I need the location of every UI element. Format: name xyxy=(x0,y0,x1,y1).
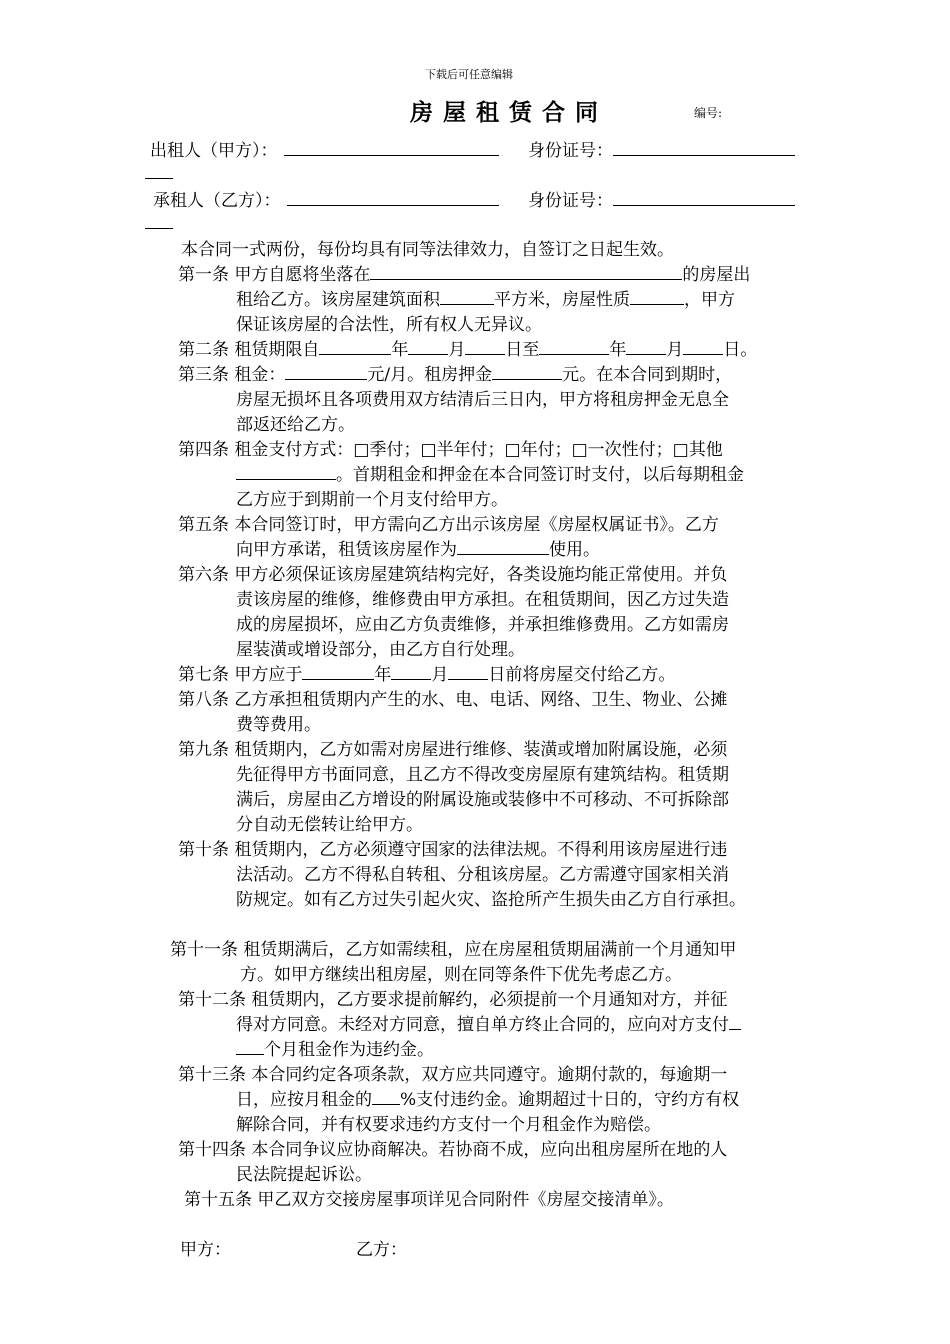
article-13-line-3: 解除合同，并有权要求违约方支付一个月租金作为赔偿。 xyxy=(236,1115,661,1135)
article-1-text: 租给乙方。该房屋建筑面积 xyxy=(236,290,440,310)
article-13-line-1 xyxy=(178,1060,727,1085)
article-10-line-2: 法活动。乙方不得私自转租、分租该房屋。乙方需遵守国家相关消 xyxy=(236,865,729,885)
party-b-signature-label: 乙方： xyxy=(356,1240,407,1260)
article-2-text: 年 xyxy=(609,340,627,360)
penalty-months-field-part[interactable] xyxy=(729,1012,741,1030)
article-13-text: 本合同约定各项条款，双方应共同遵守。逾期付款的，每逾期一 xyxy=(251,1065,728,1085)
article-5-text: 使用。 xyxy=(549,540,600,560)
intro-text: 本合同一式两份，每份均具有同等法律效力，自签订之日起生效。 xyxy=(181,240,674,260)
article-8-head: 第八条 xyxy=(178,690,229,710)
article-12-line-2 xyxy=(236,1010,741,1035)
article-4-head: 第四条 xyxy=(178,440,229,460)
article-11-text: 租赁期满后，乙方如需续租，应在房屋租赁期届满前一个月通知甲 xyxy=(243,940,737,960)
article-6-text: 甲方必须保证该房屋建筑结构完好，各类设施均能正常使用。并负 xyxy=(234,565,728,585)
article-12-text: 得对方同意。未经对方同意，擅自单方终止合同的，应向对方支付 xyxy=(236,1015,729,1035)
article-7-line-1 xyxy=(178,660,675,685)
article-1-text: 的房屋出 xyxy=(682,265,751,285)
article-9-line-2: 先征得甲方书面同意，且乙方不得改变房屋原有建筑结构。租赁期 xyxy=(236,765,729,785)
article-6-line-3: 成的房屋损坏，应由乙方负责维修，并承担维修费用。乙方如需房 xyxy=(236,615,729,635)
lessee-row xyxy=(153,186,499,211)
article-1-text: 平方米，房屋性质 xyxy=(494,290,630,310)
article-14-text: 本合同争议应协商解决。若协商不成，应向出租房屋所在地的人 xyxy=(251,1140,728,1160)
article-1-head: 第一条 xyxy=(178,265,229,285)
article-7-text: 月 xyxy=(431,665,449,685)
article-14-line-2: 民法院提起诉讼。 xyxy=(236,1165,372,1185)
article-15-head: 第十五条 xyxy=(184,1190,252,1210)
article-15-line-1 xyxy=(184,1185,674,1210)
contract-number-label: 编号: xyxy=(694,106,723,120)
article-6-head: 第六条 xyxy=(178,565,229,585)
property-type-field[interactable] xyxy=(630,287,684,305)
article-2-text: 月 xyxy=(448,340,466,360)
lessor-row xyxy=(150,136,499,161)
handover-year-field[interactable] xyxy=(302,662,374,680)
article-1-line-2 xyxy=(236,285,735,310)
lessee-id-row xyxy=(528,186,795,211)
article-7-head: 第七条 xyxy=(178,665,229,685)
article-8-line-2: 费等费用。 xyxy=(236,715,321,735)
article-12-head: 第十二条 xyxy=(178,990,246,1010)
article-3-line-1 xyxy=(178,360,732,385)
lessor-label: 出租人（甲方）： xyxy=(150,141,278,161)
lessor-id-label: 身份证号： xyxy=(528,141,613,161)
article-8-text: 乙方承担租赁期内产生的水、电、电话、网络、卫生、物业、公摊 xyxy=(234,690,728,710)
article-2-text: 日至 xyxy=(505,340,540,360)
article-1-line-1 xyxy=(178,260,750,285)
article-2-line-1 xyxy=(178,335,757,360)
article-11-line-2: 方。如甲方继续出租房屋，则在同等条件下优先考虑乙方。 xyxy=(240,965,682,985)
lessor-id-field-continuation xyxy=(145,178,173,179)
article-14-line-1 xyxy=(178,1135,727,1160)
property-location-field[interactable] xyxy=(370,262,682,280)
article-11-line-1 xyxy=(170,935,736,960)
article-10-line-3: 防规定。如有乙方过失引起火灾、盗抢所产生损失由乙方自行承担。 xyxy=(236,890,746,910)
article-6-line-2: 责该房屋的维修，维修费由甲方承担。在租赁期间，因乙方过失造 xyxy=(236,590,729,610)
article-4-line-1 xyxy=(178,435,723,460)
article-12-line-3 xyxy=(236,1035,434,1060)
article-5-line-2 xyxy=(236,535,600,560)
article-2-head: 第二条 xyxy=(178,340,229,360)
article-5-head: 第五条 xyxy=(178,515,229,535)
article-13-head: 第十三条 xyxy=(178,1065,246,1085)
download-note: 下载后可任意编辑 xyxy=(425,68,513,81)
rent-field[interactable] xyxy=(285,362,367,380)
article-3-text: 元/月。租房押金 xyxy=(367,365,493,385)
end-year-field[interactable] xyxy=(539,337,609,355)
party-a-signature-label: 甲方： xyxy=(180,1240,231,1260)
article-10-line-1 xyxy=(178,835,727,860)
lessor-name-field[interactable] xyxy=(284,138,499,156)
payment-method-options[interactable]: 租金支付方式：□季付；□半年付；□年付；□一次性付；□其他 xyxy=(234,440,723,460)
page-title: 房屋租赁合同 xyxy=(410,100,608,126)
lessee-label: 承租人（乙方）： xyxy=(153,191,281,211)
article-2-text: 年 xyxy=(391,340,409,360)
lessee-id-field[interactable] xyxy=(613,188,795,206)
start-day-field[interactable] xyxy=(465,337,505,355)
article-9-text: 租赁期内，乙方如需对房屋进行维修、装潢或增加附属设施，必须 xyxy=(234,740,728,760)
article-10-text: 租赁期内，乙方必须遵守国家的法律法规。不得利用该房屋进行违 xyxy=(234,840,728,860)
article-8-line-1 xyxy=(178,685,727,710)
article-2-text: 月 xyxy=(666,340,684,360)
article-2-text: 日。 xyxy=(723,340,758,360)
article-12-text: 租赁期内，乙方要求提前解约，必须提前一个月通知对方，并征 xyxy=(251,990,728,1010)
article-4-line-2 xyxy=(236,460,744,485)
article-7-text: 年 xyxy=(374,665,392,685)
late-fee-percent-field[interactable] xyxy=(372,1087,400,1105)
article-9-line-1 xyxy=(178,735,727,760)
article-9-line-4: 分自动无偿转让给甲方。 xyxy=(236,815,423,835)
article-12-line-1 xyxy=(178,985,727,1010)
end-day-field[interactable] xyxy=(683,337,723,355)
lessee-name-field[interactable] xyxy=(287,188,499,206)
article-11-head: 第十一条 xyxy=(170,940,238,960)
handover-month-field[interactable] xyxy=(391,662,431,680)
handover-day-field[interactable] xyxy=(448,662,488,680)
article-2-text: 租赁期限自 xyxy=(234,340,320,360)
article-13-text: %支付违约金。逾期超过十日的，守约方有权 xyxy=(400,1090,740,1110)
article-6-line-1 xyxy=(178,560,727,585)
start-year-field[interactable] xyxy=(319,337,391,355)
article-3-head: 第三条 xyxy=(178,365,229,385)
article-13-text: 日，应按月租金的 xyxy=(236,1090,372,1110)
article-12-text: 个月租金作为违约金。 xyxy=(264,1040,434,1060)
usage-field[interactable] xyxy=(457,537,549,555)
article-6-line-4: 屋装潢或增设部分，由乙方自行处理。 xyxy=(236,640,525,660)
area-field[interactable] xyxy=(440,287,494,305)
other-payment-field[interactable] xyxy=(236,462,336,480)
lessee-id-label: 身份证号： xyxy=(528,191,613,211)
end-month-field[interactable] xyxy=(626,337,666,355)
penalty-months-field[interactable] xyxy=(236,1037,264,1055)
article-7-text: 日前将房屋交付给乙方。 xyxy=(488,665,676,685)
article-1-text: ，甲方 xyxy=(684,290,735,310)
article-10-head: 第十条 xyxy=(178,840,229,860)
lessor-id-field[interactable] xyxy=(613,138,795,156)
start-month-field[interactable] xyxy=(408,337,448,355)
article-15-text: 甲乙双方交接房屋事项详见合同附件《房屋交接清单》。 xyxy=(257,1190,674,1210)
lessor-id-row xyxy=(528,136,795,161)
deposit-field[interactable] xyxy=(492,362,562,380)
article-1-line-3: 保证该房屋的合法性，所有权人无异议。 xyxy=(236,315,542,335)
article-3-text: 元。在本合同到期时， xyxy=(562,365,733,385)
article-4-text: 。首期租金和押金在本合同签订时支付，以后每期租金 xyxy=(336,465,744,485)
article-4-line-3: 乙方应于到期前一个月支付给甲方。 xyxy=(236,490,508,510)
article-3-line-2: 房屋无损坏且各项费用双方结清后三日内，甲方将租房押金无息全 xyxy=(236,390,729,410)
article-7-text: 甲方应于 xyxy=(234,665,303,685)
article-1-text: 甲方自愿将坐落在 xyxy=(234,265,371,285)
article-9-head: 第九条 xyxy=(178,740,229,760)
article-14-head: 第十四条 xyxy=(178,1140,246,1160)
article-5-text: 本合同签订时，甲方需向乙方出示该房屋《房屋权属证书》。乙方 xyxy=(234,515,719,535)
article-3-text: 租金： xyxy=(234,365,286,385)
lessee-id-field-continuation xyxy=(145,228,173,229)
article-9-line-3: 满后，房屋由乙方增设的附属设施或装修中不可移动、不可拆除部 xyxy=(236,790,729,810)
article-13-line-2 xyxy=(236,1085,739,1110)
article-5-line-1 xyxy=(178,510,719,535)
article-3-line-3: 部返还给乙方。 xyxy=(236,415,355,435)
article-5-text: 向甲方承诺，租赁该房屋作为 xyxy=(236,540,457,560)
